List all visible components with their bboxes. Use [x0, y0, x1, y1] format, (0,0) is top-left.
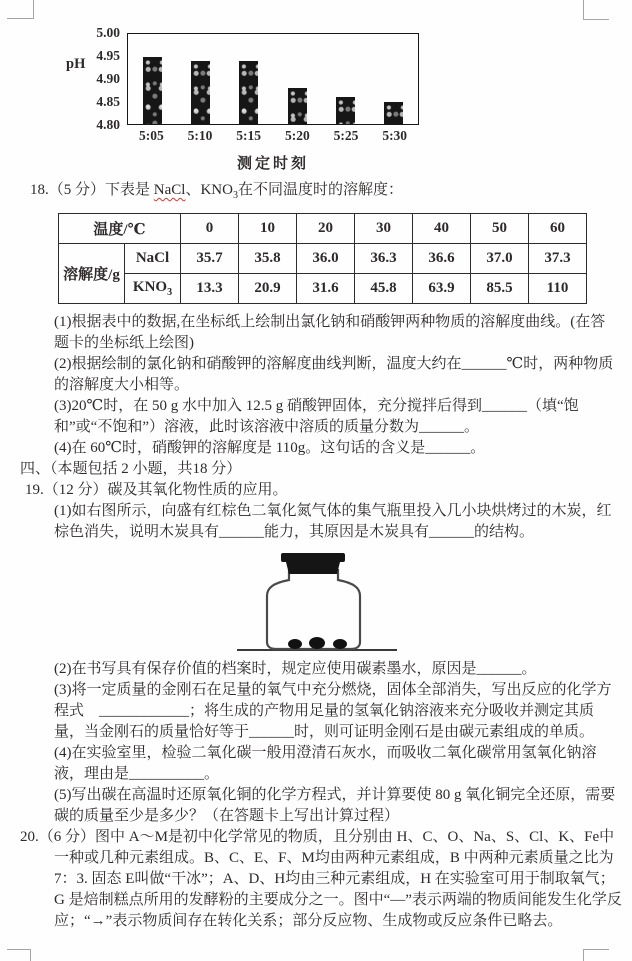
chart-bar	[336, 97, 355, 124]
table-solubility-value: 110	[529, 274, 587, 304]
q18-item-1: (1)根据表中的数据,在坐标纸上绘制出氯化钠和硝酸钾两种物质的溶解度曲线。(在答题卡的坐标纸上绘图)	[54, 314, 606, 351]
q19-item-2: (2)在书写具有保存价值的档案时，规定应使用碳素墨水，原因是______。	[54, 661, 537, 677]
table-temp-value: 30	[355, 214, 413, 244]
solubility-table-wrap	[58, 213, 632, 304]
table-solubility-value: 35.8	[239, 244, 297, 274]
chart-x-tick-labels	[127, 128, 419, 144]
solubility-table	[58, 213, 587, 304]
table-temp-header: 温度/℃	[59, 214, 181, 244]
chart-plot-area	[127, 33, 419, 125]
table-temp-value: 40	[413, 214, 471, 244]
table-solubility-value: 37.0	[471, 244, 529, 274]
q20-stem: 20.（6 分）图中 A～M是初中化学常见的物质，且分别由 H、C、O、Na、S、Cl、K、Fe中一种或几种元素组成。B、C、E、F、M均由两种元素组成，B 中两种元素质量之比为 7：3. 固态 E叫做“干冰”；A、D、H均由三种元素组成，H 在实验室可用于制取氧气；G 是焙制糕点所用的发酵粉的主要成分之一。图中“—”表示两端的物质间能发生化学反应；“→”表示物质间存在转化关系；部分反应物、生成物或反应条件已略去。	[20, 829, 622, 929]
chart-x-tick: 5:15	[236, 128, 262, 143]
table-solubility-value: 63.9	[413, 274, 471, 304]
q18-stem-prefix: 18.（5 分）下表是	[30, 182, 154, 198]
table-solubility-header: 溶解度/g	[59, 244, 125, 304]
chart-x-axis-title: 测定时刻	[236, 156, 309, 172]
table-row	[59, 244, 587, 274]
crop-mark-top-left	[7, 0, 34, 19]
table-solubility-value: 20.9	[239, 274, 297, 304]
chart-y-tick: 4.80	[96, 117, 120, 132]
table-temp-value: 50	[471, 214, 529, 244]
table-temp-value: 60	[529, 214, 587, 244]
table-substance-name: NaCl	[125, 244, 181, 274]
table-row	[59, 274, 587, 304]
section-4-heading: 四、（本题包括 2 小题，共18 分）	[20, 461, 242, 477]
ph-bar-chart	[66, 26, 486, 178]
table-solubility-value: 45.8	[355, 274, 413, 304]
gas-jar-figure	[0, 547, 632, 657]
q19-item-3: (3)将一定质量的金刚石在足量的氧气中充分燃烧，固体全部消失，写出反应的化学方程式 ____________；将生成的产物用足量的氢氧化钠溶液来充分吸收并测定其质量，当金刚石的质量恰好等于______时，则可证明金刚石是由碳元素组成的单质。	[54, 682, 612, 740]
table-solubility-value: 36.0	[297, 244, 355, 274]
chart-y-tick: 4.85	[96, 94, 120, 109]
table-solubility-value: 35.7	[181, 244, 239, 274]
chart-y-tick: 4.95	[96, 48, 120, 63]
table-solubility-value: 85.5	[471, 274, 529, 304]
crop-mark-bottom-left	[7, 949, 31, 961]
q18-item-3: (3)20℃时，在 50 g 水中加入 12.5 g 硝酸钾固体，充分搅拌后得到______（填“饱和”或“不饱和”）溶液，此时该溶液中溶质的质量分数为______。	[54, 398, 579, 435]
q18-stem	[0, 180, 632, 206]
chart-bar	[239, 61, 258, 124]
q19-stem: 19.（12 分）碳及其氧化物性质的应用。	[25, 482, 288, 498]
table-solubility-value: 36.3	[355, 244, 413, 274]
chart-bar	[191, 61, 210, 124]
q19-item-1: (1)如右图所示，向盛有红棕色二氧化氮气体的集气瓶里投入几小块烘烤过的木炭，红棕色消失，说明木炭具有______能力，其原因是木炭具有______的结构。	[54, 503, 612, 540]
chart-bar	[143, 57, 162, 125]
table-temp-value: 20	[297, 214, 355, 244]
chemical-kno3: $KNO_3$	[200, 182, 238, 201]
table-temp-value: 10	[239, 214, 297, 244]
chart-y-axis-label: pH	[66, 56, 86, 72]
q19-item-5: (5)写出碳在高温时还原氧化铜的化学方程式，并计算要使 80 g 氧化铜完全还原，需要碳的质量至少是多少？（在答题卡上写出计算过程）	[54, 787, 616, 824]
q19-item-4: (4)在实验室里，检验二氧化碳一般用澄清石灰水，而吸收二氧化碳常用氢氧化钠溶液，理由是__________。	[54, 745, 597, 782]
table-temp-value: 0	[181, 214, 239, 244]
chart-x-tick: 5:30	[382, 128, 408, 143]
chart-y-tick: 5.00	[96, 25, 120, 40]
chart-x-tick: 5:05	[138, 128, 164, 143]
gas-jar-icon	[227, 547, 405, 655]
q18-stem-suffix: 在不同温度时的溶解度：	[237, 182, 403, 198]
chart-x-tick: 5:25	[333, 128, 359, 143]
chart-bar	[288, 88, 307, 124]
chart-bar	[384, 102, 403, 125]
table-solubility-value: 31.6	[297, 274, 355, 304]
chart-x-tick: 5:10	[187, 128, 213, 143]
q18-separator: 、	[185, 182, 201, 198]
q18-item-2: (2)根据绘制的氯化钠和硝酸钾的溶解度曲线判断，温度大约在______℃时，两种物质的溶解度大小相等。	[54, 356, 614, 393]
table-solubility-value: 13.3	[181, 274, 239, 304]
exam-body	[0, 180, 632, 932]
crop-mark-top-right	[583, 0, 609, 20]
table-solubility-value: 36.6	[413, 244, 471, 274]
table-solubility-value: 37.3	[529, 244, 587, 274]
chart-y-tick: 4.90	[96, 71, 120, 86]
q18-item-4: (4)在 60℃时，硝酸钾的溶解度是 110g。这句话的含义是______。	[54, 440, 486, 456]
table-substance-name: $KNO_3$	[125, 274, 181, 304]
crop-mark-bottom-right	[583, 949, 609, 961]
chemical-nacl: NaCl	[153, 182, 186, 198]
chart-x-tick: 5:20	[284, 128, 310, 143]
